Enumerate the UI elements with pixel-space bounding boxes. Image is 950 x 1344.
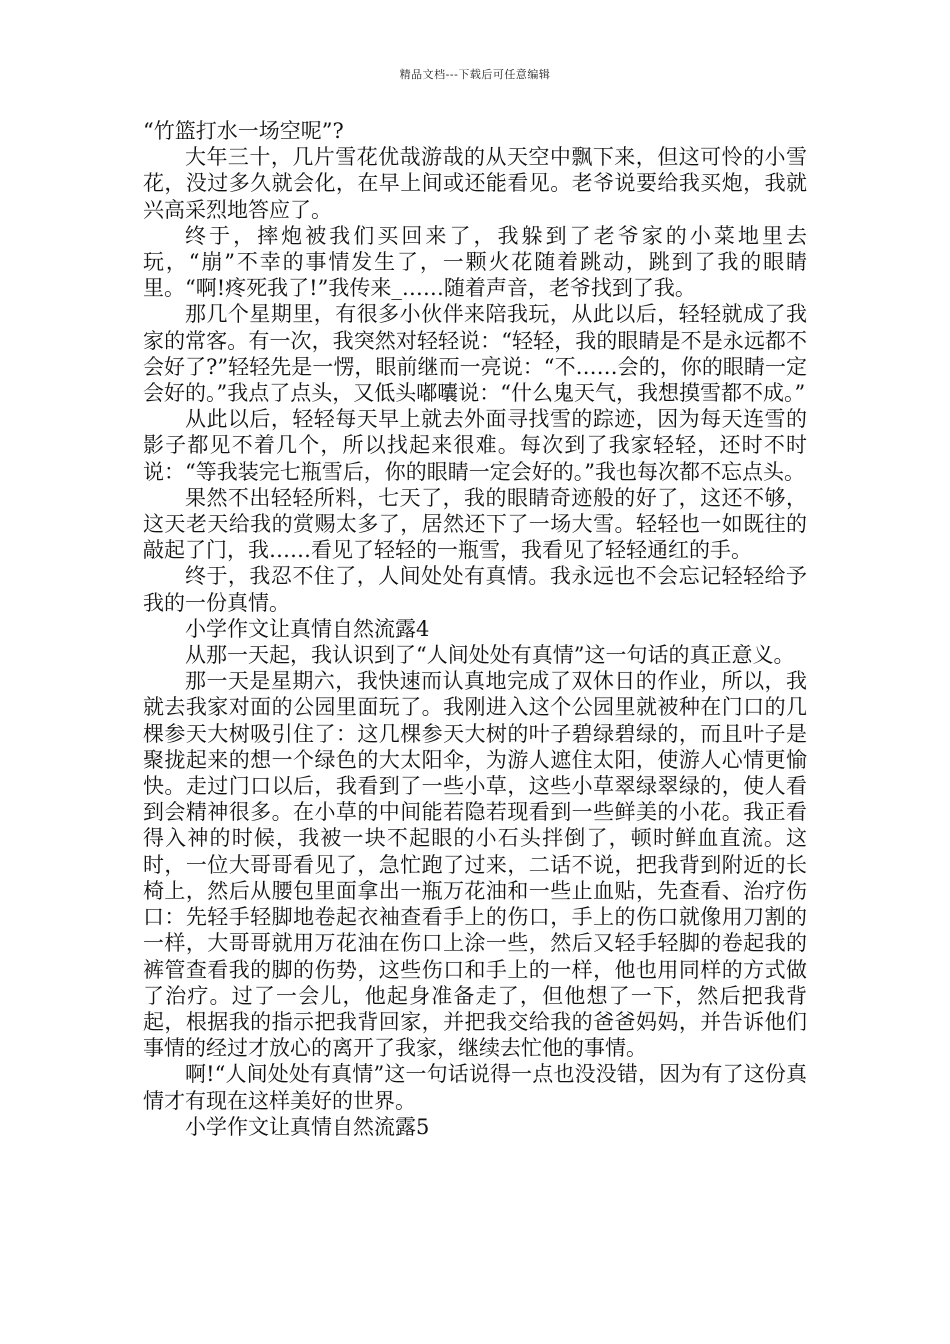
page-header: 精品文档---下载后可任意编辑 xyxy=(399,68,551,81)
paragraph: 那一天是星期六，我快速而认真地完成了双休日的作业，所以，我就去我家对面的公园里面玩了。我刚进入这个公园里就被种在门口的几棵参天大树吸引住了：这几棵参天大树的叶子碧绿碧绿的，而且叶子是聚拢起来的想一个绿色的大太阳伞，为游人遮住太阳，使游人心情更愉快。走过门口以后，我看到了一些小草，这些小草翠绿翠绿的，使人看到会精神很多。在小草的中间能若隐若现看到一些鲜美的小花。我正看得入神的时候，我被一块不起眼的小石头拌倒了，顿时鲜血直流。这时，一位大哥哥看见了，急忙跑了过来，二话不说，把我背到附近的长椅上，然后从腰包里面拿出一瓶万花油和一些止血贴，先查看、治疗伤口：先轻手轻脚地卷起衣袖查看手上的伤口，手上的伤口就像用刀割的一样，大哥哥就用万花油在伤口上涂一些，然后又轻手轻脚的卷起我的裤管查看我的脚的伤势，这些伤口和手上的一样，他也用同样的方式做了治疗。过了一会儿，他起身准备走了，但他想了一下，然后把我背起，根据我的指示把我背回家，并把我交给我的爸爸妈妈，并告诉他们事情的经过才放心的离开了我家，继续去忙他的事情。 xyxy=(143,669,807,1061)
paragraph: 果然不出轻轻所料，七天了，我的眼睛奇迹般的好了，这还不够，这天老天给我的赏赐太多了，居然还下了一场大雪。轻轻也一如既往的敲起了门，我……看见了轻轻的一瓶雪，我看见了轻轻通红的手。 xyxy=(143,485,807,563)
section-heading: 小学作文让真情自然流露5 xyxy=(185,1114,430,1139)
paragraph: “竹篮打水一场空呢”? xyxy=(143,119,344,143)
section-heading: 小学作文让真情自然流露4 xyxy=(185,616,430,641)
paragraph: 终于，摔炮被我们买回来了，我躲到了老爷家的小菜地里去玩，“崩”不幸的事情发生了，一颗火花随着跳动，跳到了我的眼睛里。“啊!疼死我了!”我传来_……随着声音，老爷找到了我。 xyxy=(143,223,807,301)
document-body xyxy=(143,118,807,1140)
paragraph: 啊!“人间处处有真情”这一句话说得一点也没没错，因为有了这份真情才有现在这样美好的世界。 xyxy=(143,1062,807,1113)
paragraph: 终于，我忍不住了，人间处处有真情。我永远也不会忘记轻轻给予我的一份真情。 xyxy=(143,564,807,615)
paragraph: 从那一天起，我认识到了“人间处处有真情”这一句话的真正意义。 xyxy=(185,643,795,668)
paragraph: 大年三十，几片雪花优哉游哉的从天空中飘下来，但这可怜的小雪花，没过多久就会化，在早上间或还能看见。老爷说要给我买炮，我就兴高采烈地答应了。 xyxy=(143,145,807,222)
paragraph: 从此以后，轻轻每天早上就去外面寻找雪的踪迹，因为每天连雪的影子都见不着几个，所以找起来很难。每次到了我家轻轻，还时不时说：“等我装完七瓶雪后，你的眼睛一定会好的。”我也每次都不忘点头。 xyxy=(143,407,807,484)
paragraph: 那几个星期里，有很多小伙伴来陪我玩，从此以后，轻轻就成了我家的常客。有一次，我突然对轻轻说：“轻轻，我的眼睛是不是永远都不会好了?”轻轻先是一愣，眼前继而一亮说：“不……会的，你的眼睛一定会好的。”我点了点头，又低头嘟囔说：“什么鬼天气，我想摸雪都不成。” xyxy=(143,302,807,406)
